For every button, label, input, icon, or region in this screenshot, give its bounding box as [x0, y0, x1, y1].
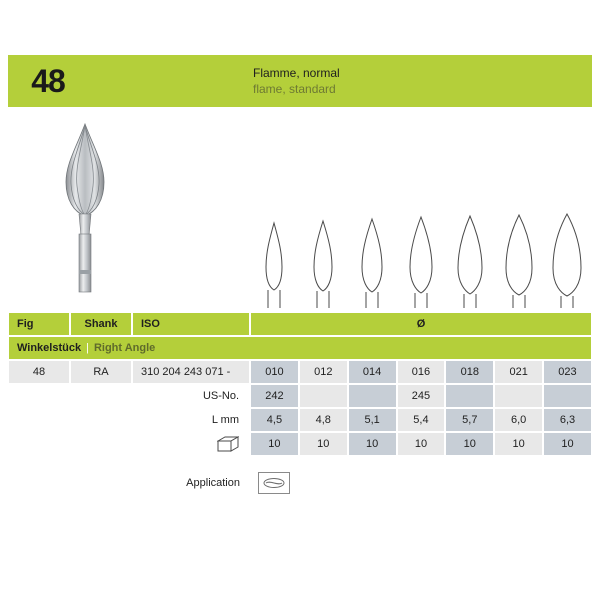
cell-size-010: 010	[250, 360, 299, 384]
cell-pack-3: 10	[348, 432, 397, 456]
cell-length-2: 4,8	[299, 408, 348, 432]
cell-usno-5	[445, 384, 494, 408]
cell-pack-5: 10	[445, 432, 494, 456]
shape-cell	[494, 205, 543, 310]
title-german: Flamme, normal	[253, 65, 340, 80]
cell-size-018: 018	[445, 360, 494, 384]
page-title: 48	[31, 62, 65, 99]
table-header-row	[8, 312, 592, 336]
cell-length-7: 6,3	[543, 408, 592, 432]
cell-fig-value: 48	[8, 360, 70, 384]
application-oval-icon	[258, 472, 290, 494]
cell-usno-1: 242	[250, 384, 299, 408]
header-iso: ISO	[132, 312, 250, 336]
cell-size-014: 014	[348, 360, 397, 384]
cell-iso-value: 310 204 243 071 -	[132, 360, 250, 384]
shape-cell	[299, 205, 348, 310]
us-number-row	[8, 384, 592, 408]
section-right-angle	[8, 336, 592, 360]
cell-usno-2	[299, 384, 348, 408]
cell-length-1: 4,5	[250, 408, 299, 432]
cell-size-016: 016	[397, 360, 446, 384]
header-fig: Fig	[8, 312, 70, 336]
flame-bur-large-illustration	[30, 120, 140, 295]
cell-length-5: 5,7	[445, 408, 494, 432]
cell-usno-6	[494, 384, 543, 408]
application-row	[8, 466, 592, 500]
shape-cell	[250, 205, 299, 310]
label-length: L mm	[8, 408, 250, 432]
header-band	[8, 55, 592, 107]
cell-pack-4: 10	[397, 432, 446, 456]
header-titles	[253, 65, 340, 97]
application-icon-cell	[250, 466, 299, 500]
cell-size-023: 023	[543, 360, 592, 384]
shape-profile-row	[250, 205, 592, 310]
shape-cell	[348, 205, 397, 310]
cell-length-3: 5,1	[348, 408, 397, 432]
section-label-en: Right Angle	[93, 342, 156, 354]
header-shank: Shank	[70, 312, 132, 336]
cell-pack-2: 10	[299, 432, 348, 456]
cell-pack-1: 10	[250, 432, 299, 456]
label-application: Application	[186, 477, 240, 489]
specification-table	[8, 312, 592, 500]
cell-length-6: 6,0	[494, 408, 543, 432]
cell-usno-4: 245	[397, 384, 446, 408]
section-separator: |	[86, 342, 89, 354]
cell-pack-6: 10	[494, 432, 543, 456]
shape-cell	[543, 205, 592, 310]
cell-pack-7: 10	[543, 432, 592, 456]
header-diameter: Ø	[250, 312, 592, 336]
pack-quantity-row	[8, 432, 592, 456]
cell-usno-7	[543, 384, 592, 408]
shape-cell	[445, 205, 494, 310]
section-row	[8, 336, 592, 360]
shape-cell	[397, 205, 446, 310]
pack-box-icon	[8, 432, 250, 456]
title-english: flame, standard	[253, 82, 336, 96]
section-label-de: Winkelstück	[17, 342, 82, 354]
label-us-no: US-No.	[8, 384, 250, 408]
cell-length-4: 5,4	[397, 408, 446, 432]
table-row	[8, 360, 592, 384]
length-row	[8, 408, 592, 432]
cell-usno-3	[348, 384, 397, 408]
cell-size-012: 012	[299, 360, 348, 384]
cell-size-021: 021	[494, 360, 543, 384]
cell-shank-value: RA	[70, 360, 132, 384]
